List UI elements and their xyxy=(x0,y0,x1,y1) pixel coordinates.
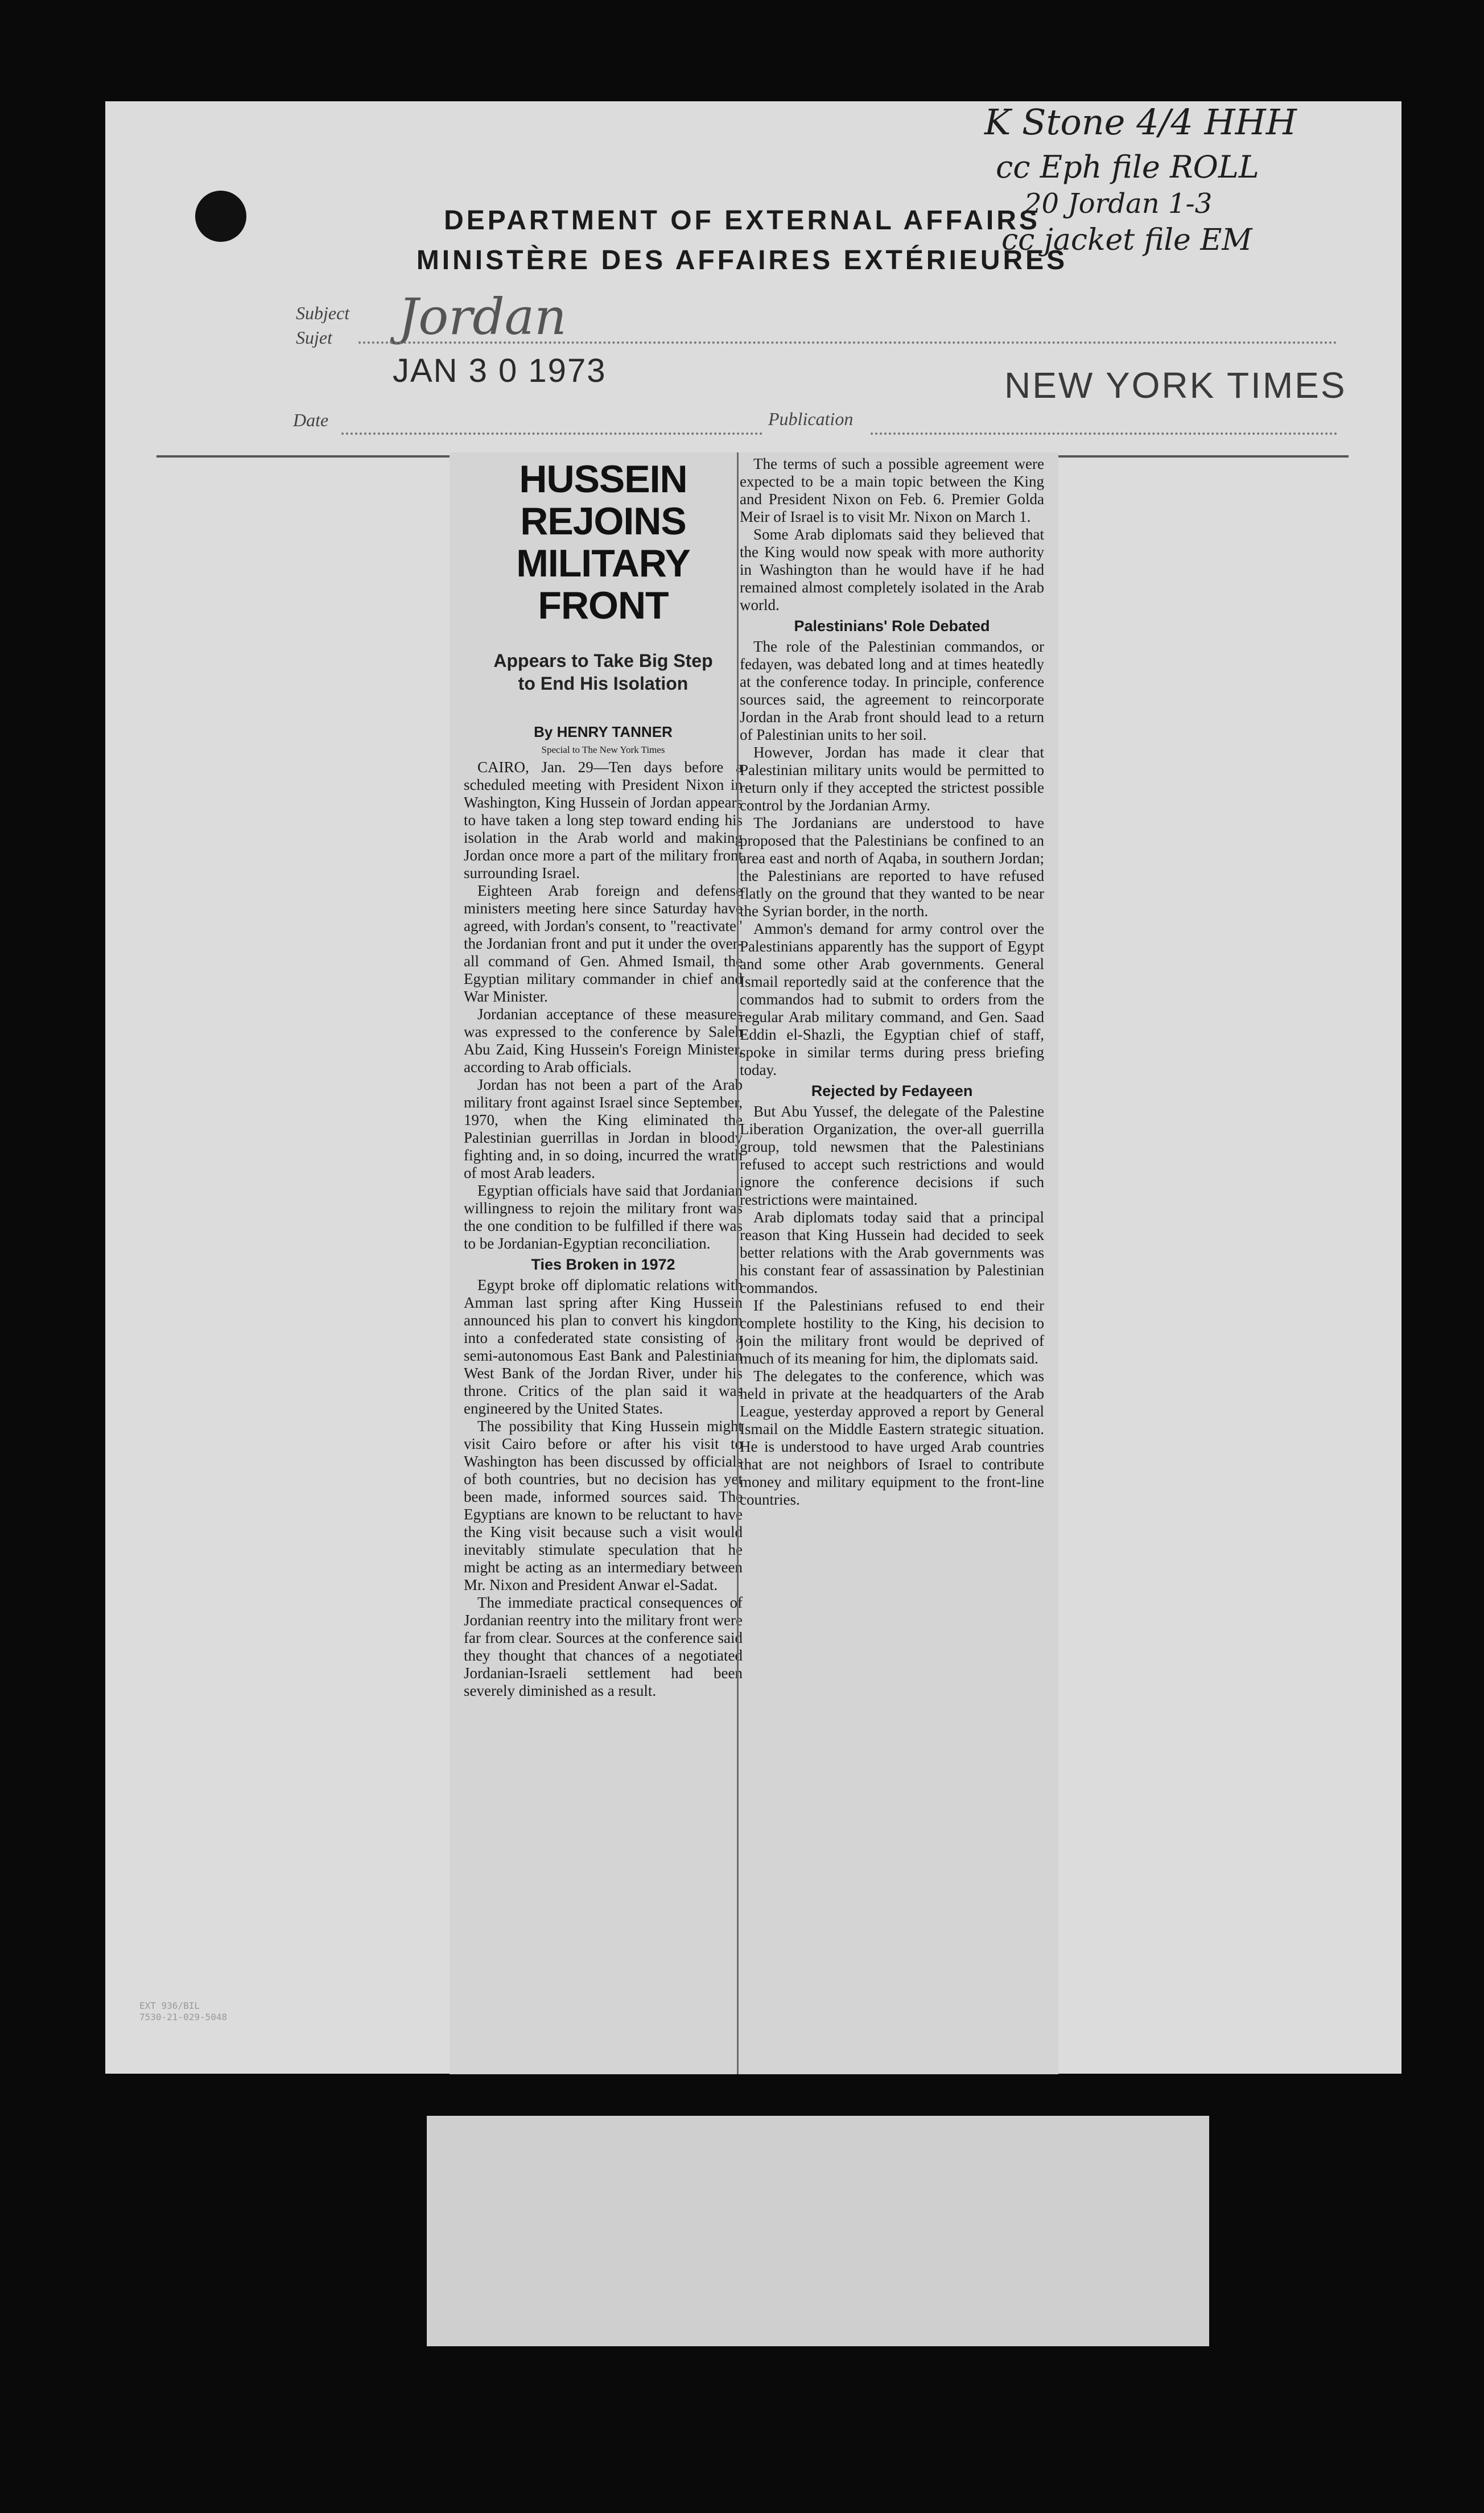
subject-dotted-line xyxy=(358,341,1337,344)
subhead-rejected-by-fedayeen: Rejected by Fedayeen xyxy=(811,1082,973,1099)
paragraph: The immediate practical consequences of Jordanian reentry into the military front were far from clear. Sources at the conference said they thought that chances of a negotiated Jordanian-Israeli settlement had been severely diminished as a result. xyxy=(464,1594,743,1699)
date-dotted-line xyxy=(341,432,762,435)
clipping-left-column xyxy=(464,452,743,2074)
paragraph: The role of the Palestinian commandos, or fedayen, was debated long and at times heatedly at the conference today. In principle, conference sources said, the agreement to reincorporate Jordan in the Arab front should lead to a return of Palestinian units to her soil. xyxy=(740,638,1044,743)
headline-line-1: HUSSEIN REJOINS xyxy=(519,458,687,543)
article-byline: By HENRY TANNER xyxy=(534,723,673,740)
paragraph: Eighteen Arab foreign and defense ministers meeting here since Saturday have agreed, with Jordan's consent, to "reactivate" the Jordanian front and put it under the over-all command of Gen. Ahmed Ismail, the Egyptian military commander in chief and War Minister. xyxy=(464,882,743,1005)
paragraph: Ammon's demand for army control over the Palestinians apparently has the support of Egypt and some other Arab governments. General Ismail reportedly said at the conference that the commandos had to submit to orders from the regular Arab military command, and Gen. Saad Eddin el-Shazli, the Egyptian chief of staff, spoke in similar terms during press briefing today. xyxy=(740,920,1044,1078)
department-title-en: DEPARTMENT OF EXTERNAL AFFAIRS xyxy=(444,205,1040,236)
paragraph: The delegates to the conference, which was held in private at the headquarters of the Arab League, yesterday approved a report by General Ismail on the Middle Eastern strategic situation. He is understood to have urged Arab countries that are not neighbors of Israel to contribute money and military equipment to the front-line countries. xyxy=(740,1367,1044,1508)
paragraph: However, Jordan has made it clear that Palestinian military units would be permitted to return only if they accepted the strictest possible control by the Jordanian Army. xyxy=(740,744,1044,814)
date-label: Date xyxy=(293,410,329,430)
paragraph: Egyptian officials have said that Jordanian willingness to rejoin the military front was the one condition to be fulfilled if there was to be Jordanian-Egyptian reconciliation. xyxy=(464,1182,743,1252)
handwritten-note-4: cc jacket file EM xyxy=(1001,223,1252,257)
newspaper-clipping xyxy=(450,452,1058,2074)
paragraph: The terms of such a possible agreement were expected to be a main topic between the King and President Nixon on Feb. 6. Premier Golda Meir of Israel is to visit Mr. Nixon on March 1. xyxy=(740,455,1044,525)
publication-dotted-line xyxy=(871,432,1337,435)
department-title-fr: MINISTÈRE DES AFFAIRES EXTÉRIEURES xyxy=(416,245,1068,275)
article-headline xyxy=(464,458,743,627)
paragraph: But Abu Yussef, the delegate of the Palestine Liberation Organization, the over-all guerrilla group, told newsmen that the Palestinians refused to accept such restrictions and would ignore the conference decisions if such restrictions were maintained. xyxy=(740,1103,1044,1208)
paragraph: Arab diplomats today said that a principal reason that King Hussein had decided to seek better relations with the Arab governments was his constant fear of assassination by Palestinian commandos. xyxy=(740,1209,1044,1296)
paragraph: Jordanian acceptance of these measures was expressed to the conference by Saleh Abu Zaid, King Hussein's Foreign Minister, according to Arab officials. xyxy=(464,1006,743,1076)
paragraph: CAIRO, Jan. 29—Ten days before a scheduled meeting with President Nixon in Washington, King Hussein of Jordan appears to have taken a long step toward ending his isolation in the Arab world and making Jordan once more a part of the military front surrounding Israel. xyxy=(464,759,743,881)
form-code xyxy=(139,2000,227,2023)
subhead-ties-broken: Ties Broken in 1972 xyxy=(531,1256,675,1273)
publication-label: Publication xyxy=(768,409,854,429)
subject-value: Jordan xyxy=(398,287,567,346)
publication-stamp: NEW YORK TIMES xyxy=(1004,365,1347,406)
paragraph: Some Arab diplomats said they believed that the King would now speak with more authority in Washington than he would have if he had remained almost completely isolated in the Arab world. xyxy=(740,526,1044,613)
paragraph: Jordan has not been a part of the Arab military front against Israel since September, 1970, when the King eliminated the Palestinian guerrillas in Jordan in bloody fighting and, in so doing, incurred the wrath of most Arab leaders. xyxy=(464,1076,743,1181)
deck-line-2: to End His Isolation xyxy=(518,673,689,694)
date-stamp: JAN 3 0 1973 xyxy=(393,352,607,389)
paragraph: The Jordanians are understood to have proposed that the Palestinians be confined to an area east and north of Aqaba, in southern Jordan; the Palestinians are reported to have refused flatly on the ground that they wanted to be near the Syrian border, in the north. xyxy=(740,814,1044,920)
form-code-line-1: EXT 936/BIL xyxy=(139,2000,200,2011)
article-deck xyxy=(464,649,743,695)
blank-paper-strip xyxy=(427,2116,1209,2346)
subhead-palestinians-role: Palestinians' Role Debated xyxy=(794,617,990,635)
headline-line-2: MILITARY FRONT xyxy=(516,542,690,627)
paragraph: Egypt broke off diplomatic relations with Amman last spring after King Hussein announced his plan to convert his kingdom into a confederated state consisting of a semi-autonomous East Bank and Palestinian West Bank of the Jordan River, under his throne. Critics of the plan said it was engineered by the United States. xyxy=(464,1276,743,1417)
handwritten-note-1: K Stone 4/4 HHH xyxy=(984,101,1297,143)
clipping-right-column xyxy=(740,455,1044,2026)
form-code-line-2: 7530-21-029-5048 xyxy=(139,2012,228,2022)
article-special-note: Special to The New York Times xyxy=(541,744,665,755)
subject-label: Subject xyxy=(296,303,350,323)
paragraph: The possibility that King Hussein might visit Cairo before or after his visit to Washington has been discussed by officials of both countries, but no decision has yet been made, informed sources said. The Egyptians are known to be reluctant to have the King visit because such a visit would inevitably stimulate speculation that he might be acting as an intermediary between Mr. Nixon and President Anwar el-Sadat. xyxy=(464,1418,743,1593)
handwritten-note-2: cc Eph file ROLL xyxy=(996,149,1259,185)
sujet-label: Sujet xyxy=(296,327,332,348)
handwritten-note-3: 20 Jordan 1-3 xyxy=(1024,188,1213,220)
column-rule xyxy=(737,452,739,2074)
paragraph: If the Palestinians refused to end their complete hostility to the King, his decision to join the military front would be deprived of much of its meaning for him, the diplomats said. xyxy=(740,1297,1044,1367)
deck-line-1: Appears to Take Big Step xyxy=(493,650,713,671)
